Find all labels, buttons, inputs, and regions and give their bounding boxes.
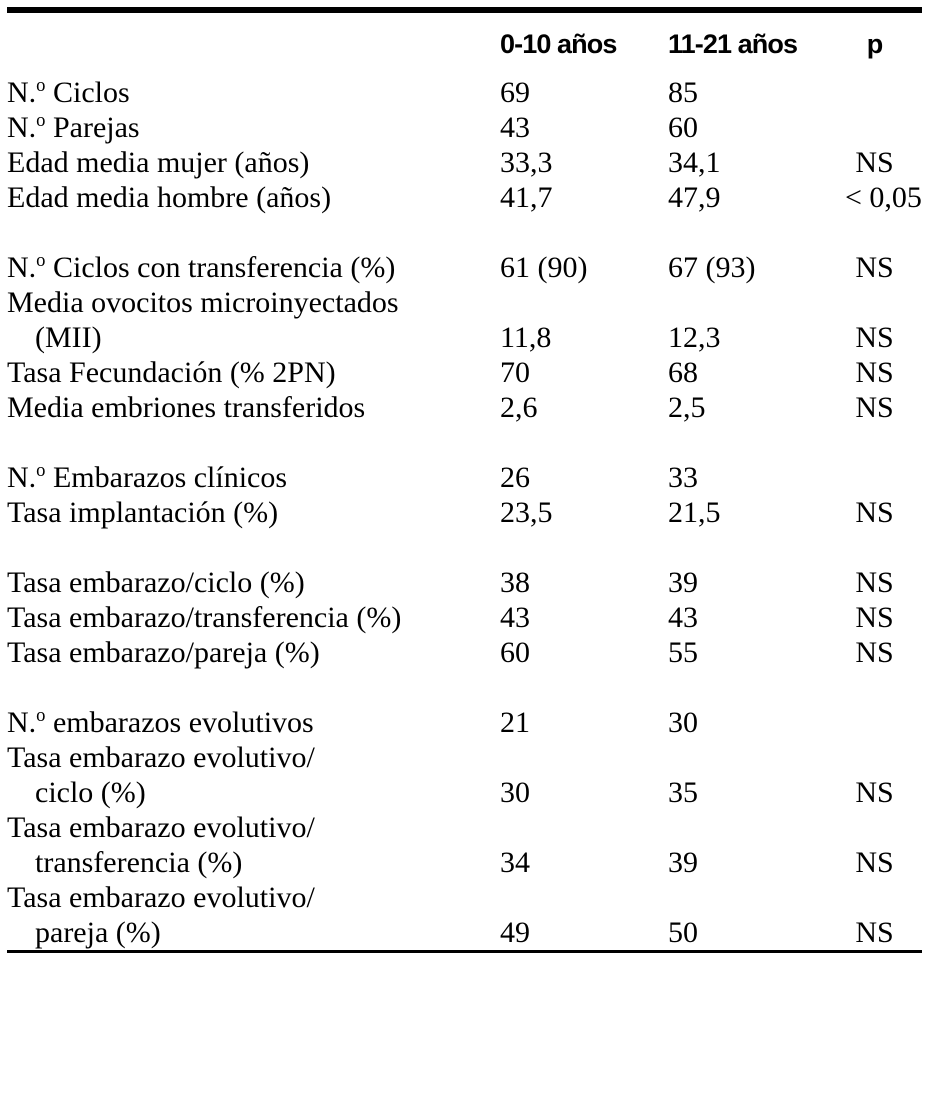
cell-group-11-21: 55 — [668, 636, 698, 669]
table-row — [7, 320, 922, 355]
table-row — [7, 565, 922, 600]
row-label: N.$^o$ Embarazos clínicos — [7, 460, 288, 494]
table-block-spacer — [7, 670, 922, 705]
row-label: transferencia (%) — [35, 846, 243, 879]
table-row — [7, 110, 922, 145]
table-row — [7, 915, 922, 950]
cell-group-11-21: 35 — [668, 776, 698, 809]
table-block-spacer — [7, 215, 922, 250]
cell-p-value — [845, 810, 922, 845]
cell-p-value: NS — [855, 566, 894, 599]
row-label: Tasa embarazo evolutivo/ — [7, 741, 315, 774]
row-label: Edad media mujer (años) — [7, 146, 310, 179]
cell-p-value: NS — [855, 636, 894, 669]
table-row — [7, 250, 922, 285]
cell-group-0-10 — [500, 880, 668, 915]
table-row — [7, 145, 922, 180]
table-row — [7, 705, 922, 740]
cell-group-11-21: 60 — [668, 111, 698, 144]
column-header-group-11-21: 11-21 años — [668, 29, 798, 59]
table-row — [7, 285, 922, 320]
cell-group-11-21: 39 — [668, 846, 698, 879]
cell-group-0-10: 61 (90) — [500, 251, 588, 284]
table-block-spacer — [7, 425, 922, 460]
table-row — [7, 810, 922, 845]
cell-group-0-10: 34 — [500, 846, 530, 879]
cell-p-value: NS — [855, 496, 894, 529]
cell-p-value: NS — [855, 916, 894, 949]
cell-group-0-10: 21 — [500, 706, 530, 739]
cell-group-11-21: 21,5 — [668, 496, 721, 529]
cell-group-0-10 — [500, 740, 668, 775]
cell-group-11-21: 47,9 — [668, 181, 721, 214]
cell-group-11-21: 2,5 — [668, 391, 706, 424]
cell-p-value: NS — [855, 391, 894, 424]
cell-p-value — [845, 75, 922, 110]
cell-p-value: NS — [855, 776, 894, 809]
cell-p-value: NS — [855, 601, 894, 634]
table-header-row — [7, 13, 922, 75]
table-row — [7, 355, 922, 390]
table-row — [7, 390, 922, 425]
cell-group-11-21 — [668, 810, 845, 845]
column-header-group-0-10: 0-10 años — [500, 29, 617, 59]
cell-p-value — [845, 880, 922, 915]
cell-p-value: < 0,05 — [845, 181, 922, 214]
row-label: Tasa embarazo/ciclo (%) — [7, 566, 305, 599]
cell-group-11-21: 33 — [668, 461, 698, 494]
cell-p-value: NS — [855, 251, 894, 284]
table-row — [7, 600, 922, 635]
table-body — [7, 75, 922, 950]
table-row — [7, 775, 922, 810]
cell-p-value: NS — [855, 146, 894, 179]
ordinal-indicator: o — [36, 705, 46, 726]
results-table-container — [0, 7, 933, 1118]
table-block-spacer — [7, 530, 922, 565]
table-row — [7, 880, 922, 915]
row-label: Media ovocitos microinyectados — [7, 286, 399, 319]
cell-p-value — [845, 110, 922, 145]
table-row — [7, 495, 922, 530]
ordinal-indicator: o — [36, 460, 46, 481]
row-label: ciclo (%) — [35, 776, 146, 809]
cell-group-0-10: 49 — [500, 916, 530, 949]
ordinal-indicator: o — [36, 250, 46, 271]
row-label: Edad media hombre (años) — [7, 181, 332, 214]
row-label: N.$^o$ Parejas — [7, 110, 140, 144]
row-label: (MII) — [35, 321, 102, 354]
cell-p-value: NS — [855, 321, 894, 354]
cell-group-0-10: 2,6 — [500, 391, 538, 424]
row-label: Tasa embarazo evolutivo/ — [7, 811, 315, 844]
row-label: Tasa implantación (%) — [7, 496, 279, 529]
cell-group-0-10: 43 — [500, 111, 530, 144]
ordinal-indicator: o — [36, 75, 46, 96]
cell-group-11-21: 68 — [668, 356, 698, 389]
cell-group-0-10 — [500, 810, 668, 845]
cell-group-0-10: 30 — [500, 776, 530, 809]
row-label: Tasa embarazo/pareja (%) — [7, 636, 320, 669]
cell-group-0-10: 60 — [500, 636, 530, 669]
cell-p-value — [845, 740, 922, 775]
column-header-p-value: p — [866, 29, 883, 59]
table-header — [7, 13, 922, 75]
cell-group-11-21 — [668, 880, 845, 915]
cell-group-11-21 — [668, 285, 845, 320]
cell-p-value — [845, 285, 922, 320]
cell-group-0-10: 41,7 — [500, 181, 553, 214]
row-label: Tasa embarazo evolutivo/ — [7, 881, 315, 914]
cell-p-value: NS — [855, 356, 894, 389]
cell-group-0-10: 33,3 — [500, 146, 553, 179]
cell-p-value — [845, 460, 922, 495]
results-table — [7, 13, 922, 950]
cell-group-11-21: 30 — [668, 706, 698, 739]
cell-p-value: NS — [855, 846, 894, 879]
cell-group-11-21: 39 — [668, 566, 698, 599]
cell-group-0-10 — [500, 285, 668, 320]
row-label: Media embriones transferidos — [7, 391, 366, 424]
column-header-label — [7, 13, 500, 75]
cell-group-0-10: 11,8 — [500, 321, 552, 354]
cell-p-value — [845, 705, 922, 740]
table-row — [7, 740, 922, 775]
ordinal-indicator: o — [36, 110, 46, 131]
table-row — [7, 635, 922, 670]
row-label: pareja (%) — [35, 916, 161, 949]
table-row — [7, 180, 922, 215]
cell-group-0-10: 26 — [500, 461, 530, 494]
cell-group-0-10: 23,5 — [500, 496, 553, 529]
cell-group-11-21: 34,1 — [668, 146, 721, 179]
cell-group-0-10: 38 — [500, 566, 530, 599]
row-label: Tasa Fecundación (% 2PN) — [7, 356, 336, 389]
cell-group-11-21: 50 — [668, 916, 698, 949]
table-row — [7, 460, 922, 495]
cell-group-0-10: 70 — [500, 356, 530, 389]
table-row — [7, 75, 922, 110]
table-row — [7, 845, 922, 880]
cell-group-11-21 — [668, 740, 845, 775]
cell-group-0-10: 43 — [500, 601, 530, 634]
cell-group-0-10: 69 — [500, 76, 530, 109]
table-bottom-rule — [7, 950, 922, 953]
row-label: Tasa embarazo/transferencia (%) — [7, 601, 402, 634]
cell-group-11-21: 85 — [668, 76, 698, 109]
cell-group-11-21: 43 — [668, 601, 698, 634]
cell-group-11-21: 67 (93) — [668, 251, 756, 284]
row-label: N.$^o$ Ciclos — [7, 75, 130, 109]
row-label: N.$^o$ embarazos evolutivos — [7, 705, 314, 739]
cell-group-11-21: 12,3 — [668, 321, 721, 354]
row-label: N.$^o$ Ciclos con transferencia (%) — [7, 250, 396, 284]
